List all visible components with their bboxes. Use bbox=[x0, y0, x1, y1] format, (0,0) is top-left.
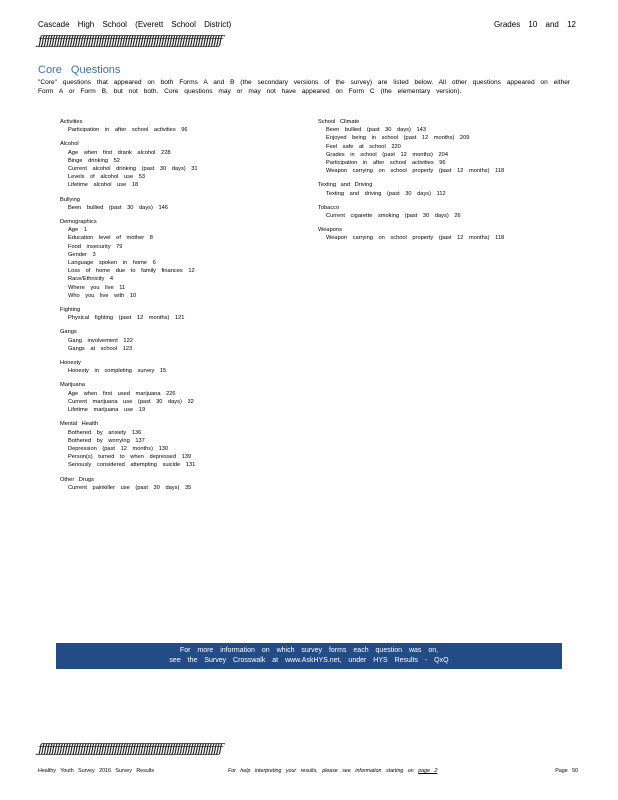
category-name: Bullying bbox=[60, 196, 80, 203]
category-name: School Climate bbox=[318, 119, 360, 125]
category-name: Gangs bbox=[60, 329, 77, 336]
grades-label: Grades 10 and 12 bbox=[493, 20, 576, 29]
question-item: Gangs at school 123 bbox=[68, 345, 133, 352]
category-name: Demographics bbox=[60, 219, 97, 226]
category-block bbox=[318, 204, 578, 220]
category-block bbox=[60, 476, 300, 492]
question-item: Physical fighting (past 12 months) 121 bbox=[68, 315, 185, 322]
category-block bbox=[318, 181, 578, 197]
right-question-column bbox=[318, 118, 578, 243]
category-block bbox=[60, 196, 300, 212]
section-title: Core Questions bbox=[38, 64, 121, 76]
question-item: Lifetime marijuana use 19 bbox=[68, 407, 146, 414]
school-title: Cascade High School (Everett School District) bbox=[38, 20, 232, 29]
footer-page-link[interactable]: page 2 bbox=[418, 768, 438, 774]
footer-help-label: For help interpreting your results, please see information starting on bbox=[228, 768, 414, 774]
question-item: Texting and driving (past 30 days) 112 bbox=[326, 190, 446, 197]
category-block bbox=[60, 381, 300, 414]
question-item: Age 1 bbox=[68, 227, 87, 234]
question-item: Levels of alcohol use 53 bbox=[68, 174, 146, 181]
category-block bbox=[60, 118, 300, 134]
category-block bbox=[60, 420, 300, 469]
banner-line-1: For more information on which survey forms each question was on, bbox=[179, 647, 439, 654]
category-block bbox=[60, 218, 300, 300]
question-item: Race/Ethnicity 4 bbox=[68, 276, 114, 283]
question-item: Weapon carrying on school property (past 12 months) 118 bbox=[326, 168, 505, 175]
question-item: Who you live with 10 bbox=[68, 292, 137, 299]
banner-line-2: see the Survey Crosswalk at www.AskHYS.net, under HYS Results - QxQ bbox=[169, 657, 449, 664]
question-item: Current alcohol drinking (past 30 days) 31 bbox=[68, 166, 198, 173]
question-item: Seriously considered attempting suicide 131 bbox=[68, 462, 196, 469]
bottom-ornament-rule: ƒƒƒƒƒƒƒƒƒƒƒƒƒƒƒƒƒƒƒƒƒƒƒƒƒƒƒƒƒƒƒƒƒƒƒƒƒƒƒƒƒƒƒƒƒƒƒƒƒƒƒƒƒƒƒƒƒƒƒƒƒƒƒƒƒƒƒƒƒƒ bbox=[38, 742, 221, 757]
category-name: Mental Health bbox=[60, 421, 99, 428]
info-banner bbox=[56, 643, 562, 669]
left-question-column bbox=[60, 118, 300, 492]
question-item: Binge drinking 52 bbox=[68, 157, 120, 164]
footer-help-text bbox=[228, 768, 437, 774]
question-item: Person(s) turned to when depressed 139 bbox=[68, 454, 192, 461]
question-item: Age when first drank alcohol 228 bbox=[68, 149, 171, 156]
category-name: Other Drugs bbox=[60, 476, 94, 483]
question-item: Current cigarette smoking (past 30 days) 26 bbox=[326, 213, 461, 220]
question-item: Been bullied (past 30 days) 143 bbox=[326, 127, 426, 134]
category-name: Activities bbox=[60, 119, 83, 125]
category-block bbox=[60, 359, 300, 375]
category-name: Honesty bbox=[60, 360, 81, 367]
question-item: Gender 3 bbox=[68, 251, 96, 258]
category-block bbox=[60, 140, 300, 189]
question-item: Current marijuana use (past 30 days) 32 bbox=[68, 398, 194, 405]
question-item: Depression (past 12 months) 130 bbox=[68, 445, 169, 452]
category-name: Alcohol bbox=[60, 141, 79, 148]
question-item: Age when first used marijuana 226 bbox=[68, 390, 176, 397]
question-item: Honesty in completing survey 15 bbox=[68, 368, 167, 375]
question-item: Bothered by worrying 137 bbox=[68, 437, 145, 444]
question-item: Where you live 11 bbox=[68, 284, 126, 291]
question-item: Been bullied (past 30 days) 146 bbox=[68, 204, 168, 211]
top-ornament-rule: ƒƒƒƒƒƒƒƒƒƒƒƒƒƒƒƒƒƒƒƒƒƒƒƒƒƒƒƒƒƒƒƒƒƒƒƒƒƒƒƒƒƒƒƒƒƒƒƒƒƒƒƒƒƒƒƒƒƒƒƒƒƒƒƒƒƒƒƒƒƒ bbox=[38, 34, 221, 49]
question-item: Participation in after school activities 96 bbox=[68, 127, 188, 134]
category-name: Marijuana bbox=[60, 382, 85, 389]
footer-page-number: Page 50 bbox=[555, 768, 578, 774]
question-item: Loss of home due to family finances 12 bbox=[68, 268, 195, 275]
question-item: Current painkiller use (past 30 days) 35 bbox=[68, 484, 192, 491]
question-item: Education level of mother 8 bbox=[68, 235, 153, 242]
question-item: Weapon carrying on school property (past 12 months) 118 bbox=[326, 235, 505, 242]
question-item: Grades in school (past 12 months) 204 bbox=[326, 151, 449, 158]
question-item: Bothered by anxiety 136 bbox=[68, 429, 142, 436]
category-block bbox=[60, 328, 300, 353]
question-item: Gang involvement 122 bbox=[68, 337, 133, 344]
category-block bbox=[318, 226, 578, 242]
category-block bbox=[318, 118, 578, 175]
question-item: Feel safe at school 220 bbox=[326, 143, 401, 150]
category-name: Weapons bbox=[318, 227, 342, 234]
question-item: Food insecurity 79 bbox=[68, 243, 123, 250]
category-name: Tobacco bbox=[318, 204, 340, 211]
question-item: Enjoyed being in school (past 12 months) 209 bbox=[326, 135, 470, 142]
intro-paragraph: "Core" questions that appeared on both Forms A and B (the secondary versions of the survey) are listed below. All other questions appeared on either Form A or Form B, but not both. Core questions may or may not have appeared on Form C (the elementary version). bbox=[38, 79, 571, 95]
question-item: Language spoken in home 6 bbox=[68, 260, 156, 267]
question-item: Participation in after school activities 96 bbox=[326, 160, 446, 167]
footer-survey-name: Healthy Youth Survey 2016 Survey Results bbox=[38, 768, 154, 774]
question-item: Lifetime alcohol use 18 bbox=[68, 182, 139, 189]
category-block bbox=[60, 306, 300, 322]
category-name: Fighting bbox=[60, 307, 81, 314]
category-name: Texting and Driving bbox=[318, 182, 373, 189]
